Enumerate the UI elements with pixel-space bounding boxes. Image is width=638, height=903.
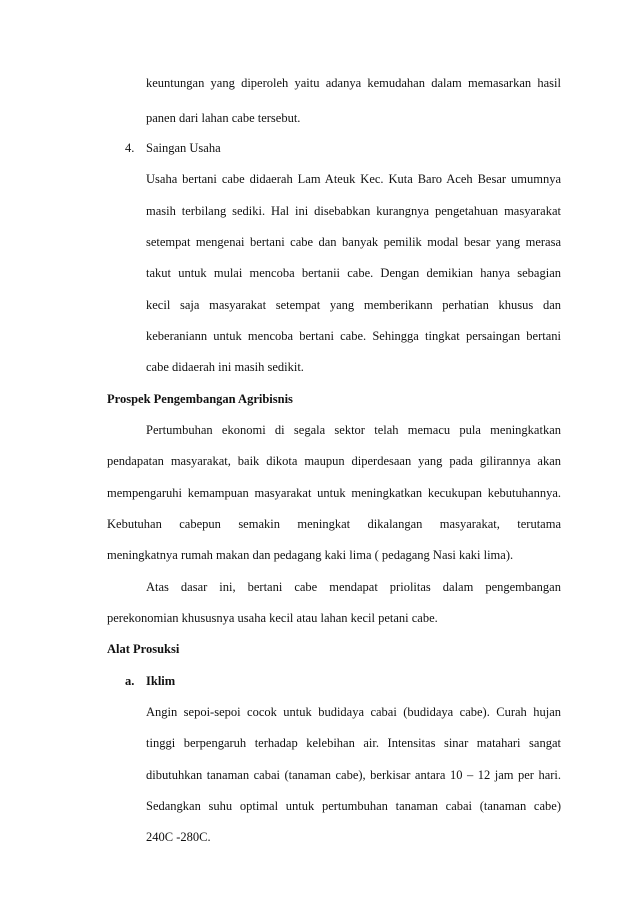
paragraph-line: kecil saja masyarakat setempat yang memberikann perhatian khusus dan (146, 298, 561, 312)
list-item-number: 4. (125, 141, 135, 155)
paragraph-line: mempengaruhi kemampuan masyarakat untuk meningkatkan kecukupan kebutuhannya. (107, 486, 561, 500)
paragraph-line: panen dari lahan cabe tersebut. (146, 111, 301, 125)
paragraph-line: masih terbilang sediki. Hal ini disebabkan kurangnya pengetahuan masyarakat (146, 204, 561, 218)
paragraph-line: dibutuhkan tanaman cabai (tanaman cabe), berkisar antara 10 – 12 jam per hari. (146, 768, 561, 782)
paragraph-line: takut untuk mulai mencoba bertanii cabe. Dengan demikian hanya sebagian (146, 266, 561, 280)
paragraph-line: Angin sepoi-sepoi cocok untuk budidaya cabai (budidaya cabe). Curah hujan (146, 705, 561, 719)
list-item-title: Iklim (146, 674, 176, 688)
paragraph-line: meningkatnya rumah makan dan pedagang kaki lima ( pedagang Nasi kaki lima). (107, 548, 514, 562)
paragraph-line: Atas dasar ini, bertani cabe mendapat priolitas dalam pengembangan (146, 580, 561, 594)
paragraph-line: Kebutuhan cabepun semakin meningkat dikalangan masyarakat, terutama (107, 517, 561, 531)
paragraph-line: 240C -280C. (146, 830, 211, 844)
paragraph-line: Usaha bertani cabe didaerah Lam Ateuk Kec. Kuta Baro Aceh Besar umumnya (146, 172, 561, 186)
paragraph-line: Sedangkan suhu optimal untuk pertumbuhan tanaman cabai (tanaman cabe) (146, 799, 561, 813)
paragraph-line: setempat mengenai bertani cabe dan banyak pemilik modal besar yang merasa (146, 235, 561, 249)
list-item-letter: a. (125, 674, 135, 688)
paragraph-line: Pertumbuhan ekonomi di segala sektor telah memacu pula meningkatkan (146, 423, 561, 437)
section-heading: Alat Prosuksi (107, 642, 180, 656)
paragraph-line: cabe didaerah ini masih sedikit. (146, 360, 304, 374)
section-heading: Prospek Pengembangan Agribisnis (107, 392, 293, 406)
paragraph-line: tinggi berpengaruh terhadap kelebihan air. Intensitas sinar matahari sangat (146, 736, 561, 750)
paragraph-line: keuntungan yang diperoleh yaitu adanya kemudahan dalam memasarkan hasil (146, 76, 561, 90)
list-item-title: Saingan Usaha (146, 141, 221, 155)
paragraph-line: perekonomian khususnya usaha kecil atau lahan kecil petani cabe. (107, 611, 438, 625)
paragraph-line: keberaniann untuk mencoba bertani cabe. Sehingga tingkat persaingan bertani (146, 329, 561, 343)
paragraph-line: pendapatan masyarakat, baik dikota maupun diperdesaan yang pada gilirannya akan (107, 454, 561, 468)
